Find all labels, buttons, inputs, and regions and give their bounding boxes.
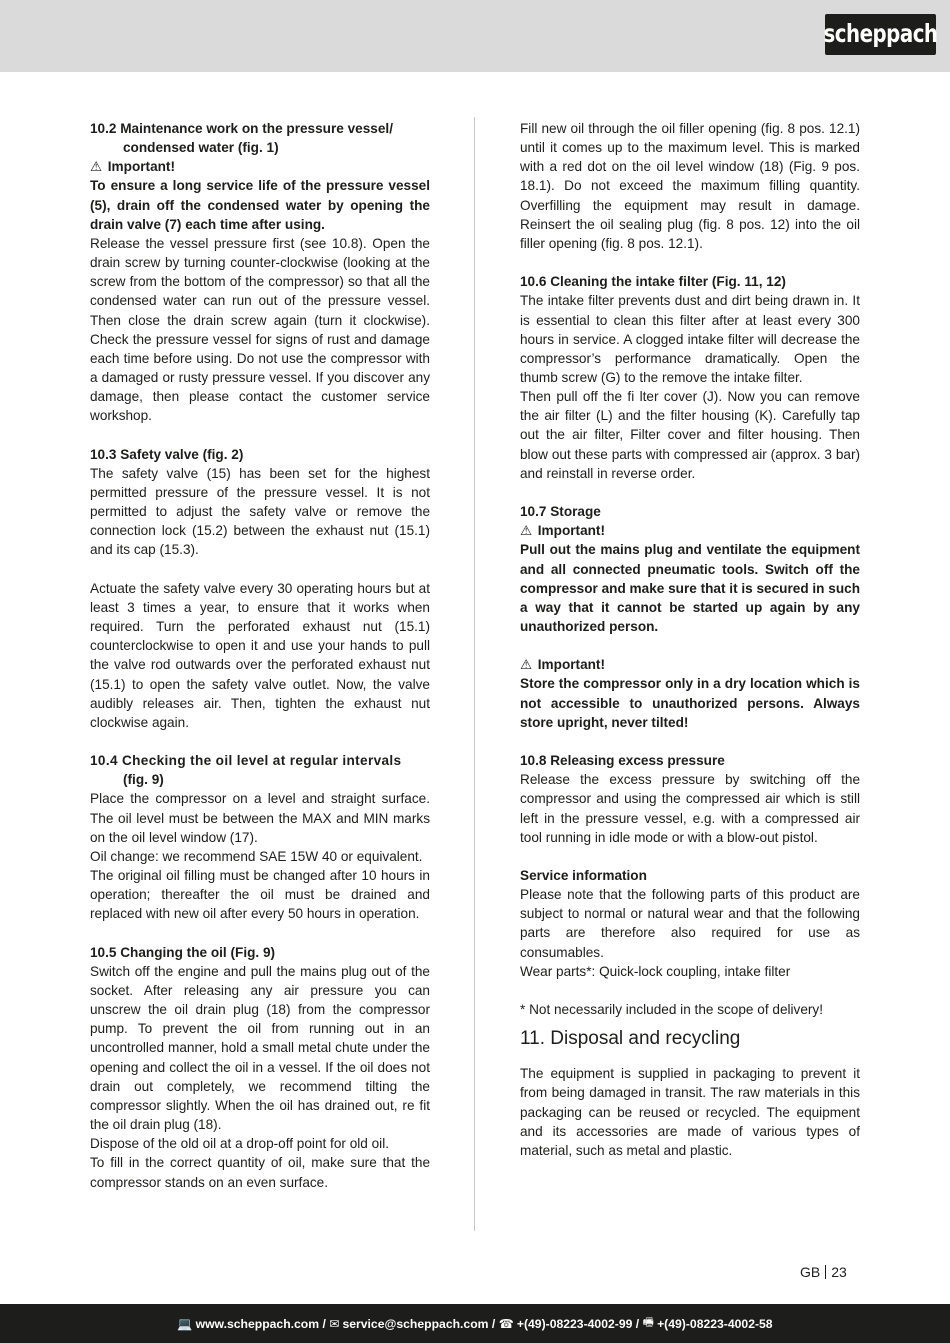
section-10-8-body: Release the excess pressure by switching off the compressor and using the compressed air which is still left in the pressure vessel, e.g. with a compressed air tool running in idle mode or with a blow-out pistol. bbox=[520, 772, 860, 845]
wear-parts: Wear parts*: Quick-lock coupling, intake filter bbox=[520, 963, 791, 979]
warning-icon: ⚠ bbox=[520, 523, 533, 539]
section-10-8-title: 10.8 Releasing excess pressure bbox=[520, 753, 725, 769]
header-band bbox=[0, 0, 950, 72]
section-10-2-body: Release the vessel pressure first (see 10.8). Open the drain screw by turning counter-clockwise (looking at the screw from the bottom of the compressor) so that all the condensed water can run out of the pressure vessel. Then close the drain screw again (turn it clockwise). Check the pressure vessel for signs of rust and damage each time before using. Do not use the compressor with a damaged or rusty pressure vessel. If you discover any damage, then please contact the customer service workshop. bbox=[90, 235, 430, 424]
important-notice bbox=[90, 157, 430, 176]
section-10-6-title: 10.6 Cleaning the intake filter (Fig. 11, 12) bbox=[520, 274, 786, 290]
section-10-7-warning: Pull out the mains plug and ventilate the equipment and all connected pneumatic tools. Switch off the compressor and make sure that it is secured in such a way that it cannot be started up again by any unauthorized person. bbox=[520, 542, 860, 635]
section-11-body: The equipment is supplied in packaging to prevent it from being damaged in transit. The raw materials in this packaging can be reused or recycled. The equipment and its accessories are made of various types of material, such as metal and plastic. bbox=[520, 1066, 860, 1158]
footer-email: service@scheppach.com / bbox=[342, 1316, 496, 1331]
warning-icon: ⚠ bbox=[520, 657, 533, 673]
section-10-5-body-3: To fill in the correct quantity of oil, make sure that the compressor stands on an even surface. bbox=[90, 1155, 430, 1190]
section-10-6-body: The intake filter prevents dust and dirt being drawn in. It is essential to clean this filter after at least every 300 hours in service. A clogged intake filter will decrease the compressor’s performance dramatically. Open the thumb screw (G) to the remove the intake filter. bbox=[520, 293, 860, 386]
section-10-7-title: 10.7 Storage bbox=[520, 504, 601, 520]
section-10-4-title: 10.4 Checking the oil level at regular intervals bbox=[90, 753, 402, 769]
section-10-2-title-cont: condensed water (fig. 1) bbox=[123, 140, 279, 156]
warning-icon: ⚠ bbox=[90, 159, 103, 175]
computer-icon: 💻 bbox=[177, 1316, 193, 1331]
footer-fax: +(49)-08223-4002-58 bbox=[657, 1316, 773, 1331]
footer-bar bbox=[0, 1304, 950, 1343]
section-10-3-title: 10.3 Safety valve (fig. 2) bbox=[90, 446, 244, 462]
page-number bbox=[800, 1264, 847, 1280]
service-info-title: Service information bbox=[520, 868, 647, 884]
right-column bbox=[520, 119, 860, 1160]
footnote: * Not necessarily included in the scope of delivery! bbox=[520, 1002, 823, 1018]
scheppach-logo bbox=[825, 14, 936, 55]
section-10-5-continued: Fill new oil through the oil filler opening (fig. 8 pos. 12.1) until it comes up to the maximum level. This is marked with a red dot on the oil level window (18) (Fig. 9 pos. 18.1). Do not exceed the maximum filling quantity. Overfilling the equipment may result in damage. Reinsert the oil sealing plug (fig. 8 pos. 12) into the oil filler opening (fig. 8 pos. 12.1). bbox=[520, 121, 860, 251]
phone-icon: ☎ bbox=[498, 1316, 514, 1331]
left-column bbox=[90, 119, 430, 1192]
section-10-6-body-2: Then pull off the fi lter cover (J). Now you can remove the air filter (L) and the filter housing (K). Carefully tap out the air filter, Filter cover and filter housing. Then blow out these parts with compressed air (approx. 3 bar) and reinstall in reverse order. bbox=[520, 389, 860, 481]
section-10-3-body-2: Actuate the safety valve every 30 operating hours but at least 3 times a year, to ensure that it works when required. Turn the perforated exhaust nut (15.1) counterclockwise to open it and use your hands to pull the valve rod outwards over the perforated exhaust nut (15.1) to open the safety valve outlet. Now, the valve audibly releases air. Then, tighten the exhaust nut clockwise again. bbox=[90, 580, 430, 730]
mail-icon: ✉ bbox=[329, 1316, 340, 1331]
section-11-title: 11. Disposal and recycling bbox=[520, 1028, 741, 1050]
section-10-4-body: Place the compressor on a level and straight surface. The oil level must be between the MAX and MIN marks on the oil level window (17). bbox=[90, 791, 430, 845]
page-language: GB bbox=[800, 1264, 821, 1280]
section-10-5-body-2: Dispose of the old oil at a drop-off point for old oil. bbox=[90, 1136, 389, 1152]
section-10-4-title-cont: (fig. 9) bbox=[123, 772, 164, 788]
service-info-body: Please note that the following parts of this product are subject to normal or natural wear and that the following parts are therefore also required for use as consumables. bbox=[520, 887, 860, 960]
important-notice bbox=[520, 521, 860, 540]
important-label: Important! bbox=[107, 159, 175, 175]
section-10-5-title: 10.5 Changing the oil (Fig. 9) bbox=[90, 944, 276, 960]
column-divider bbox=[474, 117, 475, 1231]
section-10-4-oil-change: Oil change: we recommend SAE 15W 40 or equivalent. bbox=[90, 848, 423, 864]
footer-phone: +(49)-08223-4002-99 / bbox=[516, 1316, 640, 1331]
section-10-3-body: The safety valve (15) has been set for the highest permitted pressure of the pressure vessel. It is not permitted to adjust the safety valve or remove the connection lock (15.2) between the exhaust nut (15.1) and its cap (15.3). bbox=[90, 465, 430, 558]
brand-name: scheppach bbox=[823, 20, 938, 49]
fax-icon: 🖷 bbox=[642, 1315, 655, 1329]
page-number-value: 23 bbox=[831, 1264, 847, 1280]
important-label: Important! bbox=[537, 523, 605, 539]
section-10-4-body-3: The original oil filling must be changed after 10 hours in operation; thereafter the oil must be drained and replaced with new oil after every 50 hours in operation. bbox=[90, 868, 430, 922]
section-10-5-body: Switch off the engine and pull the mains plug out of the socket. After releasing any air pressure you can unscrew the oil drain plug (18) from the compressor pump. To prevent the oil from running out in an uncontrolled manner, hold a small metal chute under the opening and collect the oil in a vessel. If the oil does not drain out completely, we recommend tilting the compressor slightly. When the oil has drained out, re fit the oil drain plug (18). bbox=[90, 963, 430, 1133]
section-10-2-warning: To ensure a long service life of the pressure vessel (5), drain off the condensed water by opening the drain valve (7) each time after using. bbox=[90, 178, 430, 232]
important-notice bbox=[520, 655, 860, 674]
section-10-7-warning-2: Store the compressor only in a dry location which is not accessible to unauthorized persons. Always store upright, never tilted! bbox=[520, 676, 860, 730]
important-label: Important! bbox=[537, 657, 605, 673]
section-10-2-title: 10.2 Maintenance work on the pressure vessel/ bbox=[90, 121, 393, 136]
footer-website: www.scheppach.com / bbox=[195, 1316, 326, 1331]
